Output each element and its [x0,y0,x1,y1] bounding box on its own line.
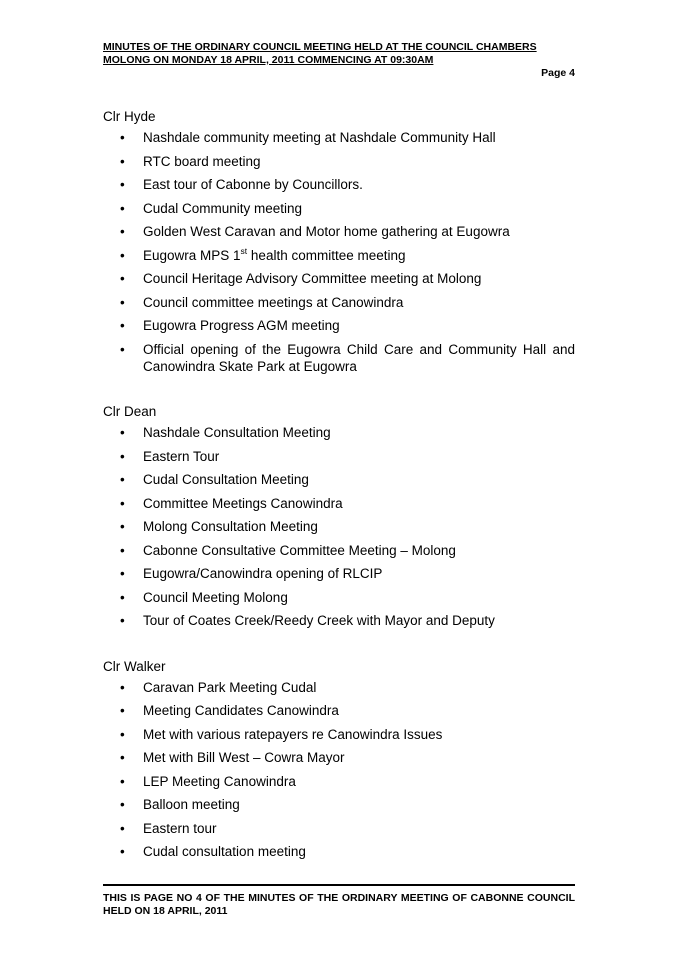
list-item [103,796,575,813]
list-item [103,317,575,334]
bullet-icon: • [120,820,125,836]
bullet-icon: • [120,797,125,812]
minutes-content [103,108,575,867]
list-item-text: Eastern tour [143,820,217,836]
bullet-icon: • [120,200,125,216]
header-title-line1: MINUTES OF THE ORDINARY COUNCIL MEETING HELD AT THE COUNCIL CHAMBERS [103,41,537,53]
bullet-icon: • [120,130,125,145]
bullet-icon: • [120,341,125,357]
list-item [103,247,575,264]
list-item [103,448,575,465]
list-item-text: Eugowra MPS 1 [143,247,241,263]
list-item-text: Caravan Park Meeting Cudal [143,679,317,695]
footer-text: THIS IS PAGE NO 4 OF THE MINUTES OF THE ORDINARY MEETING OF CABONNE COUNCIL HELD ON 18 APRIL, 2011 [103,892,575,917]
bullet-icon: • [120,271,125,286]
councillor-name: Clr Dean [103,404,157,419]
list-item-text: Meeting Candidates Canowindra [143,703,339,718]
list-item-text: Official opening of the Eugowra Child Care and Community Hall and Canowindra Skate Park at Eugowra [143,341,575,374]
list-item [103,773,575,790]
list-item [103,542,575,559]
list-item-text: Council committee meetings at Canowindra [143,294,404,310]
list-item [103,612,575,629]
page-footer [103,884,575,918]
list-item [103,270,575,287]
list-item [103,200,575,217]
list-item-text: Eastern Tour [143,448,220,464]
councillor-section [103,403,575,629]
list-item-text: Council Heritage Advisory Committee meeting at Molong [143,271,482,286]
bullet-icon: • [120,679,125,695]
bullet-icon: • [120,425,125,440]
list-item-text: RTC board meeting [143,153,261,169]
list-item [103,843,575,860]
bullet-icon: • [120,247,125,263]
bullet-icon: • [120,703,125,718]
list-item-text: Balloon meeting [143,797,240,812]
bullet-icon: • [120,318,125,333]
header-title-line2: MOLONG ON MONDAY 18 APRIL, 2011 COMMENCING AT 09:30AM [103,54,434,66]
bullet-icon: • [120,613,125,628]
list-item-text: Cudal Community meeting [143,200,303,216]
list-item-text: health committee meeting [247,247,406,263]
list-item-text: Met with various ratepayers re Canowindra Issues [143,726,443,742]
list-item-text: Committee Meetings Canowindra [143,495,343,511]
list-item-text: Eugowra/Canowindra opening of RLCIP [143,566,383,581]
list-item [103,518,575,535]
bullet-icon: • [120,750,125,765]
councillor-section [103,108,575,375]
bullet-icon: • [120,726,125,742]
list-item [103,679,575,696]
bullet-icon: • [120,224,125,239]
list-item [103,341,575,375]
page-number: Page 4 [541,67,575,79]
list-item [103,820,575,837]
activity-list [103,424,575,629]
list-item-text: East tour of Cabonne by Councillors. [143,177,363,192]
bullet-icon: • [120,177,125,192]
bullet-icon: • [120,153,125,169]
list-item [103,589,575,606]
list-item [103,153,575,170]
list-item [103,565,575,582]
councillor-name: Clr Hyde [103,109,156,124]
list-item [103,749,575,766]
list-item [103,129,575,146]
ordinal-superscript: st [240,245,248,256]
list-item [103,176,575,193]
bullet-icon: • [120,844,125,859]
list-item [103,495,575,512]
councillor-section [103,658,575,861]
list-item-text: Cudal consultation meeting [143,844,306,859]
list-item-text: Nashdale community meeting at Nashdale Community Hall [143,130,496,145]
bullet-icon: • [120,542,125,558]
list-item [103,726,575,743]
list-item-text: Tour of Coates Creek/Reedy Creek with Mayor and Deputy [143,613,495,628]
bullet-icon: • [120,566,125,581]
list-item-text: Cudal Consultation Meeting [143,472,309,487]
bullet-icon: • [120,448,125,464]
section-gap [103,381,575,403]
bullet-icon: • [120,495,125,511]
list-item-text: Molong Consultation Meeting [143,519,318,534]
activity-list [103,679,575,861]
list-item [103,294,575,311]
activity-list [103,129,575,375]
list-item-text: Eugowra Progress AGM meeting [143,318,340,333]
list-item [103,223,575,240]
list-item [103,702,575,719]
list-item-text: Met with Bill West – Cowra Mayor [143,750,345,765]
list-item-text: Cabonne Consultative Committee Meeting – Molong [143,542,456,558]
bullet-icon: • [120,472,125,487]
bullet-icon: • [120,294,125,310]
list-item-text: Council Meeting Molong [143,589,288,605]
list-item-text: LEP Meeting Canowindra [143,773,296,789]
bullet-icon: • [120,519,125,534]
list-item [103,424,575,441]
list-item-text: Golden West Caravan and Motor home gathering at Eugowra [143,224,510,239]
page-header [103,41,575,67]
bullet-icon: • [120,773,125,789]
list-item-text: Nashdale Consultation Meeting [143,425,331,440]
bullet-icon: • [120,589,125,605]
list-item [103,471,575,488]
councillor-name: Clr Walker [103,658,166,674]
section-gap [103,636,575,658]
